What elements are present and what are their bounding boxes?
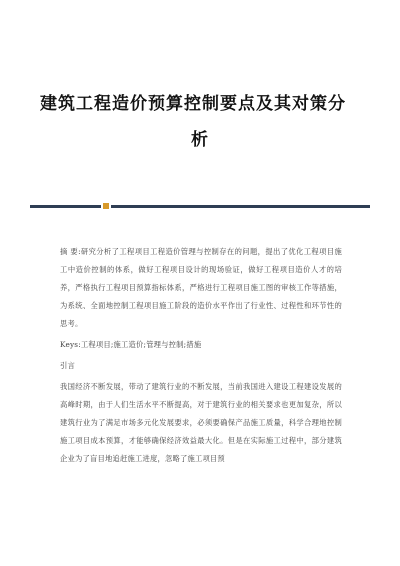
title-line-1: 建筑工程造价预算控制要点及其对策分 (40, 94, 346, 114)
divider-left-segment (30, 205, 101, 208)
divider-accent-mark (103, 203, 109, 209)
keywords-line: Keys:工程项目;施工造价;管理与控制;措施 (60, 340, 202, 349)
title-divider (30, 204, 370, 208)
title-line-2: 析 (191, 130, 209, 150)
document-title (40, 86, 360, 158)
section-heading-intro: 引言 (60, 361, 75, 370)
abstract-paragraph: 摘 要:研究分析了工程项目工程造价管理与控制存在的问题，提出了优化工程项目施工中造价控制的体系，做好工程项目设计的现场验证，做好工程项目造价人才的培养，严格执行工程项目预算指标体系，严格进行工程项目施工图的审核工作等措施，为系统、全面地控制工程项目施工阶段的造价水平作出了行业性、过程性和环节性的思考。 (60, 247, 342, 328)
body-paragraph: 我国经济不断发展，带动了建筑行业的不断发展，当前我国进入建设工程建设发展的高峰时期，由于人们生活水平不断提高，对于建筑行业的相关要求也更加复杂，所以建筑行业为了满足市场多元化发展要求，必须要确保产品施工质量，科学合理地控制施工项目成本预算，才能够确保经济效益最大化。但是在实际施工过程中，部分建筑企业为了盲目地追赶施工进度，忽略了施工项目预 (60, 382, 342, 463)
divider-right-segment (111, 205, 370, 208)
document-body (60, 243, 342, 468)
